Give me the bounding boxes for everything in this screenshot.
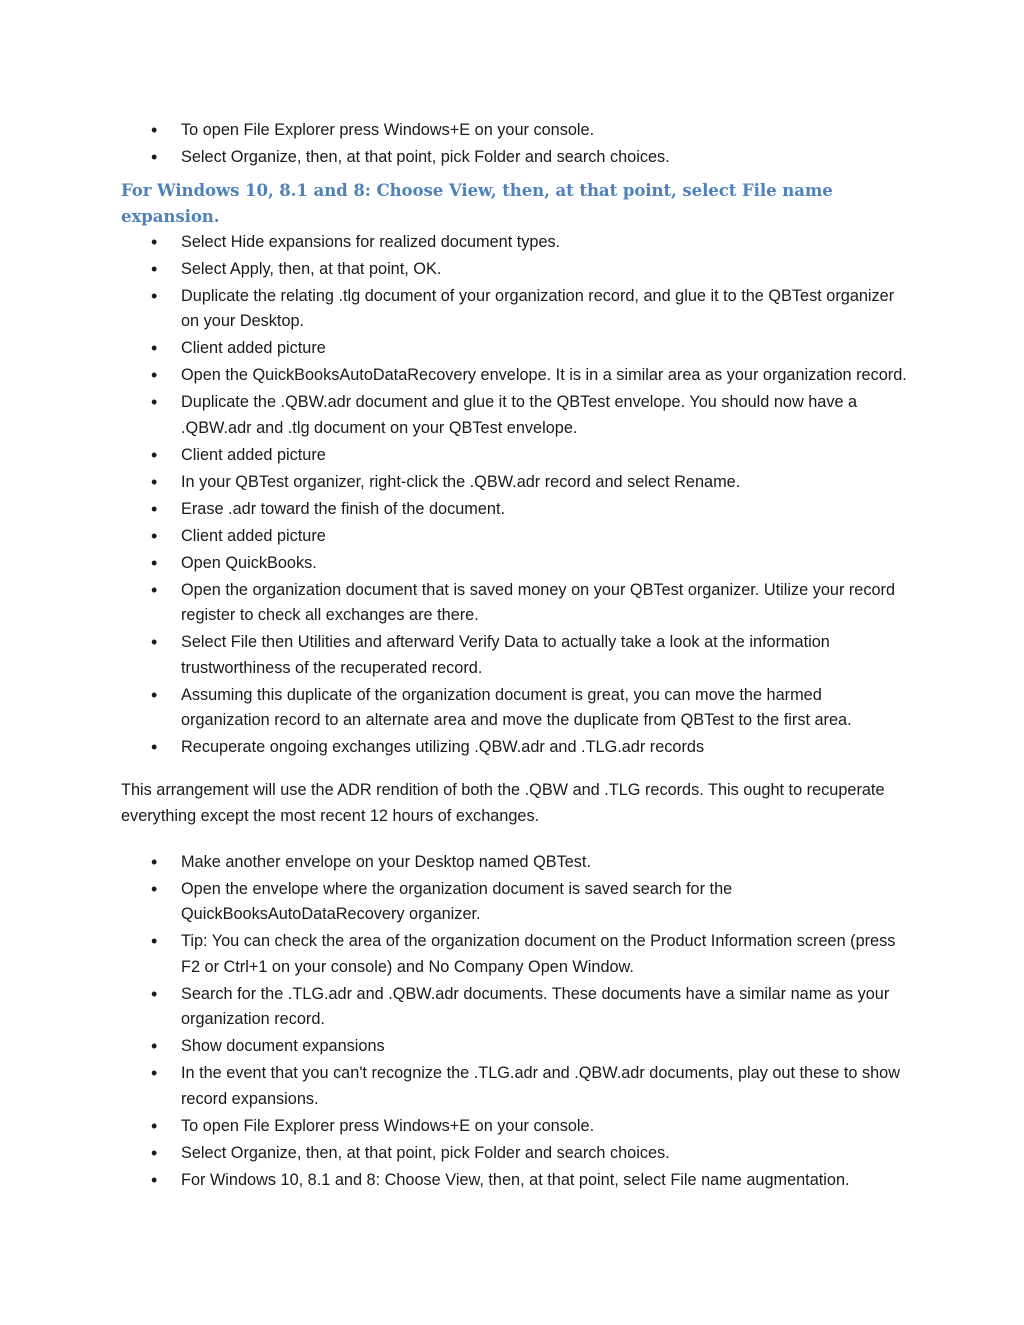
- list-item: • Select File then Utilities and afterward Verify Data to actually take a look at the information trustworthiness of the recuperated record.: [121, 630, 911, 681]
- list-item: • Open QuickBooks.: [121, 551, 911, 577]
- list-item: • Duplicate the relating .tlg document of your organization record, and glue it to the QBTest organizer on your Desktop.: [121, 284, 911, 335]
- list-item: • Open the organization document that is saved money on your QBTest organizer. Utilize your record register to check all exchanges are there.: [121, 578, 911, 629]
- list-item: • Show document expansions: [121, 1034, 911, 1060]
- list-item: • Open the envelope where the organization document is saved search for the QuickBooksAutoDataRecovery organizer.: [121, 877, 911, 928]
- list-item: • Select Organize, then, at that point, pick Folder and search choices.: [121, 145, 911, 171]
- list-item: • Select Apply, then, at that point, OK.: [121, 257, 911, 283]
- list-item: • For Windows 10, 8.1 and 8: Choose View, then, at that point, select File name augmentation.: [121, 1168, 911, 1194]
- bullet-list-bottom: [121, 850, 911, 1194]
- list-item: • Duplicate the .QBW.adr document and glue it to the QBTest envelope. You should now have a .QBW.adr and .tlg document on your QBTest envelope.: [121, 390, 911, 441]
- bullet-list-middle: [121, 230, 911, 761]
- list-item: • Erase .adr toward the finish of the document.: [121, 497, 911, 523]
- list-item: • Select Organize, then, at that point, pick Folder and search choices.: [121, 1141, 911, 1167]
- list-item: • In your QBTest organizer, right-click the .QBW.adr record and select Rename.: [121, 470, 911, 496]
- document-content: [121, 118, 911, 1195]
- list-item: • Search for the .TLG.adr and .QBW.adr documents. These documents have a similar name as your organization record.: [121, 982, 911, 1033]
- list-item: • Client added picture: [121, 443, 911, 469]
- list-item: • Assuming this duplicate of the organization document is great, you can move the harmed organization record to an alternate area and move the duplicate from QBTest to the first area.: [121, 683, 911, 734]
- list-item: • Client added picture: [121, 524, 911, 550]
- list-item: • In the event that you can't recognize the .TLG.adr and .QBW.adr documents, play out these to show record expansions.: [121, 1061, 911, 1112]
- section-heading: For Windows 10, 8.1 and 8: Choose View, then, at that point, select File name expansion.: [121, 179, 833, 226]
- list-item: • Recuperate ongoing exchanges utilizing .QBW.adr and .TLG.adr records: [121, 735, 911, 761]
- bullet-list-top: [121, 118, 911, 171]
- list-item: • Tip: You can check the area of the organization document on the Product Information screen (press F2 or Ctrl+1 on your console) and No Company Open Window.: [121, 929, 911, 980]
- list-item: • To open File Explorer press Windows+E on your console.: [121, 118, 911, 144]
- list-item: • Client added picture: [121, 336, 911, 362]
- list-item: • Make another envelope on your Desktop named QBTest.: [121, 850, 911, 876]
- list-item: • To open File Explorer press Windows+E on your console.: [121, 1114, 911, 1140]
- list-item: • Open the QuickBooksAutoDataRecovery envelope. It is in a similar area as your organization record.: [121, 363, 911, 389]
- list-item: • Select Hide expansions for realized document types.: [121, 230, 911, 256]
- body-paragraph: This arrangement will use the ADR rendition of both the .QBW and .TLG records. This ought to recuperate everything except the most recent 12 hours of exchanges.: [121, 780, 885, 825]
